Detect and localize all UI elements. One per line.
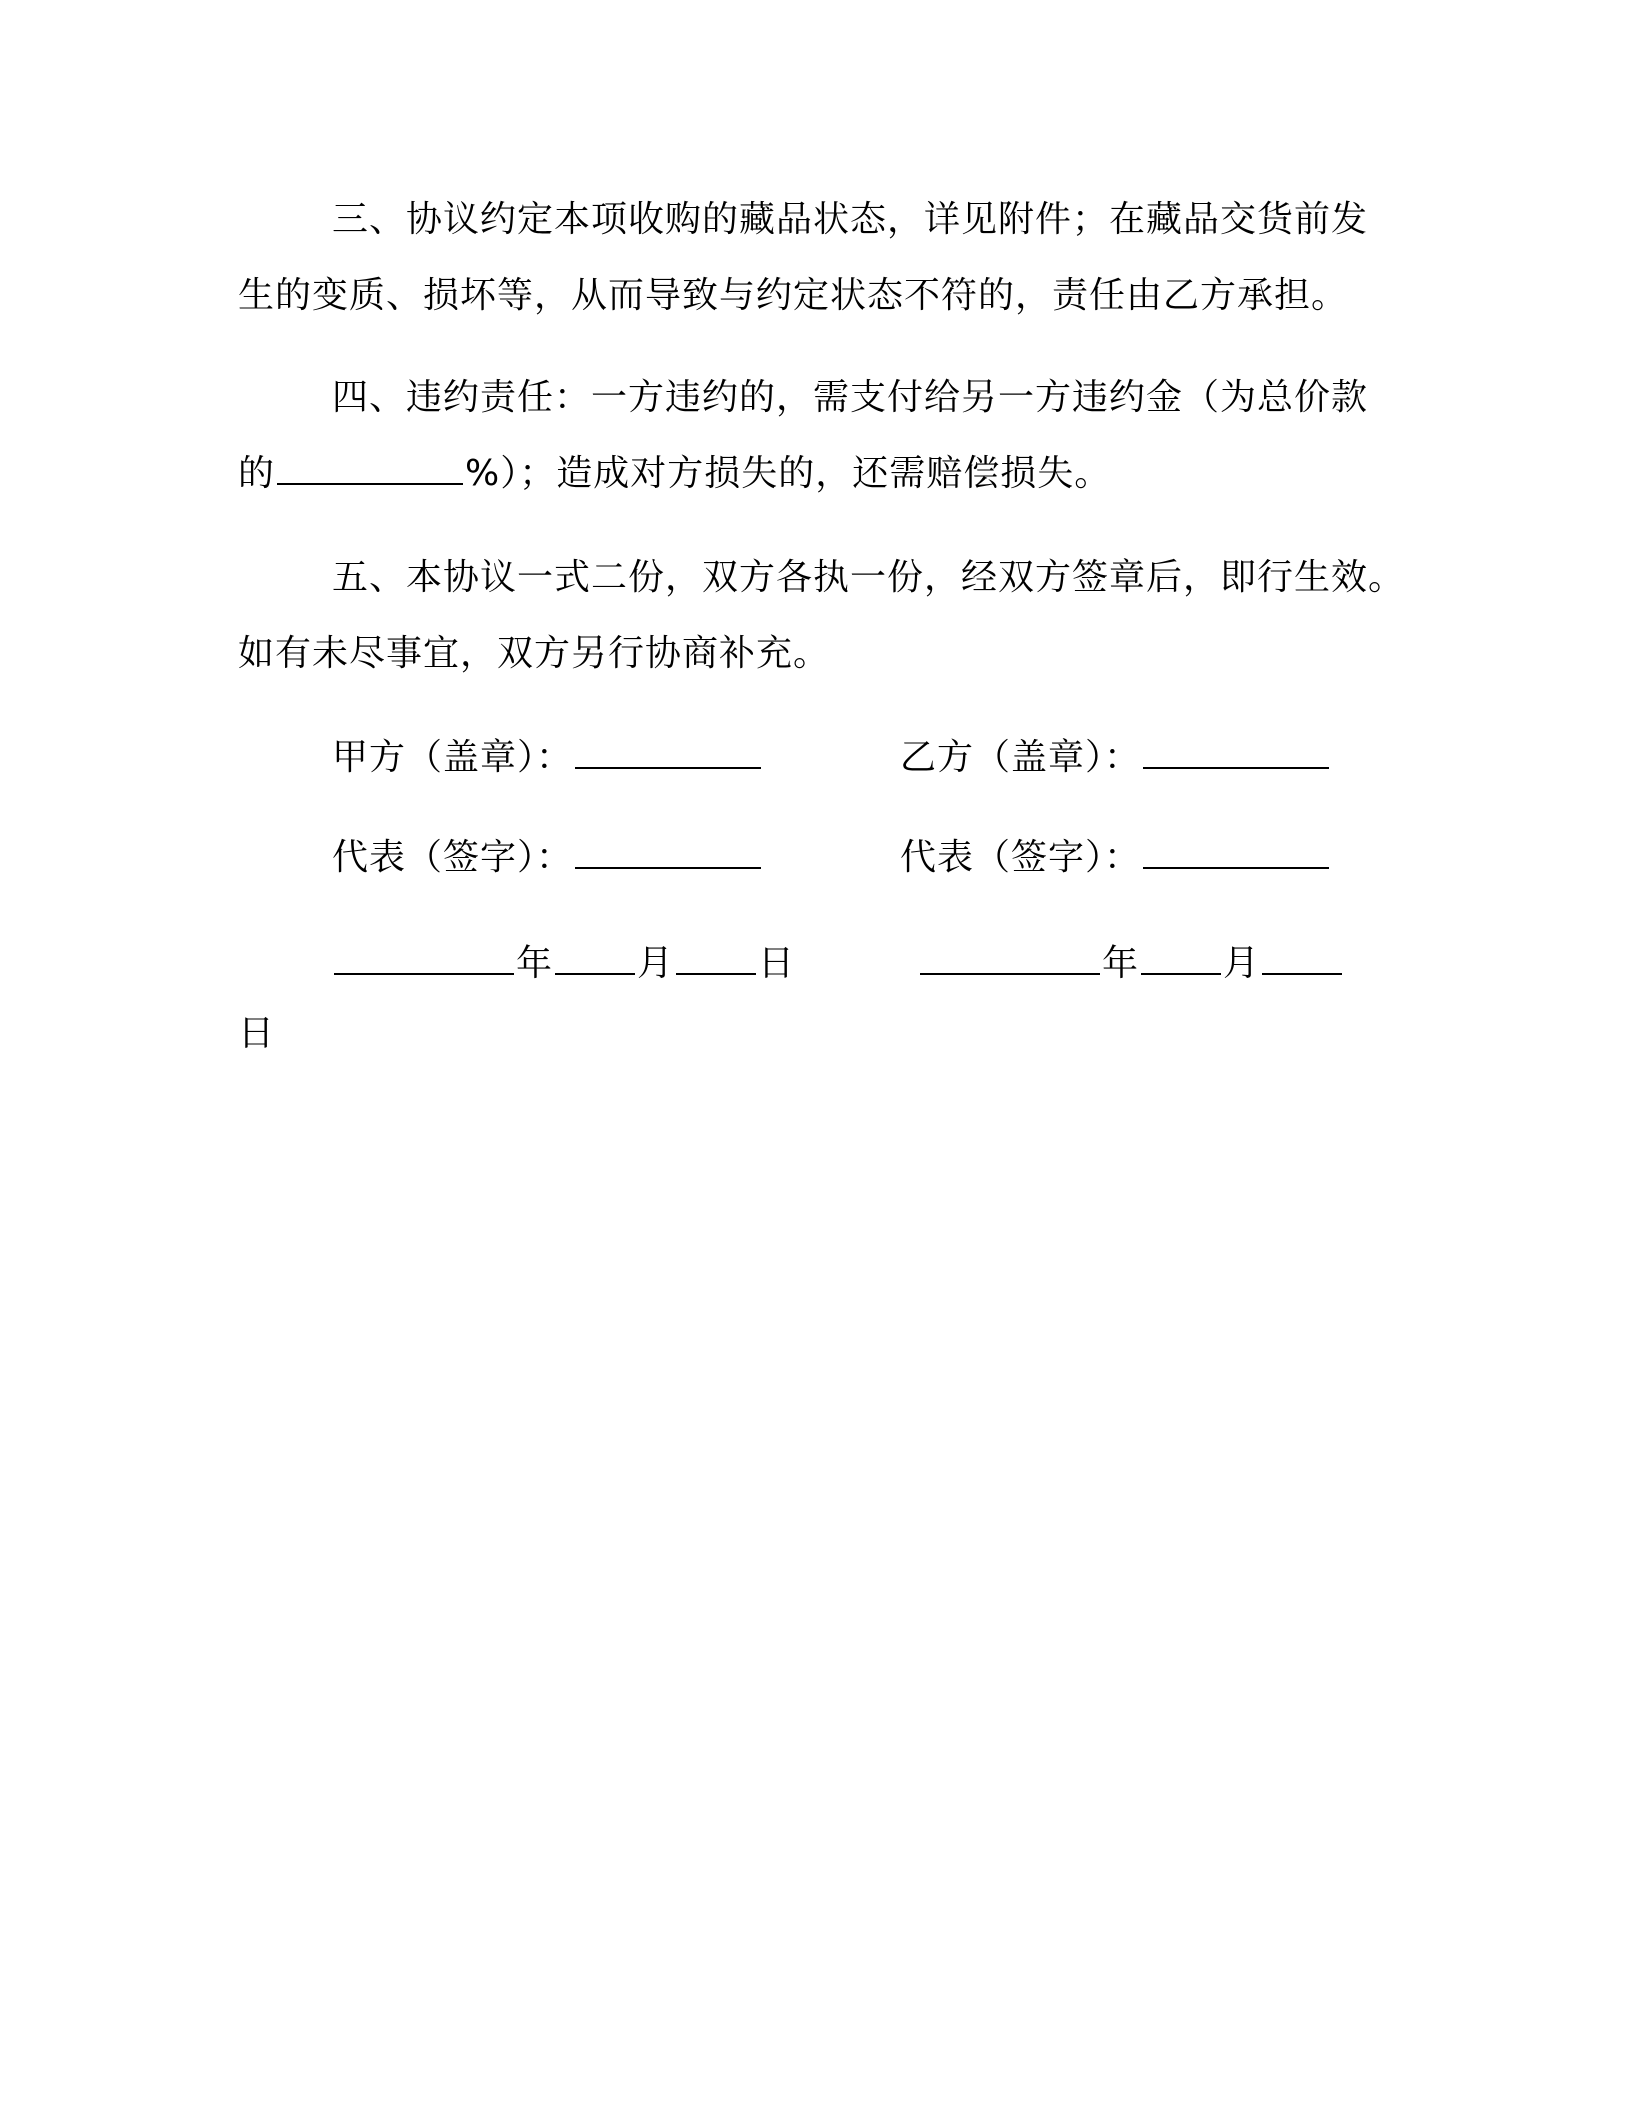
date-b-month-label: 月 — [1223, 943, 1261, 984]
party-b-seal-label: 乙方（盖章）： — [900, 737, 1142, 778]
date-b-row — [918, 940, 1344, 988]
party-a-seal-row — [332, 734, 763, 782]
clause-four-suffix: %）；造成对方损失的，还需赔偿损失。 — [465, 453, 1112, 494]
date-b-day-blank[interactable] — [1262, 943, 1342, 975]
clause-three-line-2: 生的变质、损坏等，从而导致与约定状态不符的，责任由乙方承担。 — [238, 275, 1349, 316]
date-b-month-blank[interactable] — [1141, 943, 1221, 975]
date-a-month-blank[interactable] — [555, 943, 635, 975]
rep-a-label: 代表（签字）： — [332, 837, 574, 878]
clause-four-line-2 — [238, 450, 1111, 498]
date-b-day-wrapped: 日 — [238, 1013, 276, 1054]
clause-five-line-1: 五、本协议一式二份，双方各执一份，经双方签章后，即行生效。 — [332, 557, 1406, 598]
clause-four-prefix: 的 — [238, 453, 276, 494]
clause-four-line-1: 四、违约责任：一方违约的，需支付给另一方违约金（为总价款 — [332, 377, 1369, 418]
rep-a-blank[interactable] — [575, 837, 761, 869]
date-b-year-label: 年 — [1102, 943, 1140, 984]
date-b-year-blank[interactable] — [920, 943, 1100, 975]
date-a-month-label: 月 — [637, 943, 675, 984]
date-a-day-label: 日 — [758, 943, 796, 984]
date-a-day-blank[interactable] — [676, 943, 756, 975]
penalty-percent-blank[interactable] — [277, 453, 463, 485]
date-a-year-blank[interactable] — [334, 943, 514, 975]
rep-b-blank[interactable] — [1143, 837, 1329, 869]
party-b-seal-row — [900, 734, 1331, 782]
clause-three-line-1: 三、协议约定本项收购的藏品状态，详见附件；在藏品交货前发 — [332, 199, 1369, 240]
rep-b-label: 代表（签字）： — [900, 837, 1142, 878]
clause-five-line-2: 如有未尽事宜，双方另行协商补充。 — [238, 633, 831, 674]
date-a-row — [332, 940, 795, 988]
party-b-seal-blank[interactable] — [1143, 737, 1329, 769]
rep-a-row — [332, 834, 763, 882]
party-a-seal-blank[interactable] — [575, 737, 761, 769]
party-a-seal-label: 甲方（盖章）： — [332, 737, 574, 778]
rep-b-row — [900, 834, 1331, 882]
date-a-year-label: 年 — [516, 943, 554, 984]
